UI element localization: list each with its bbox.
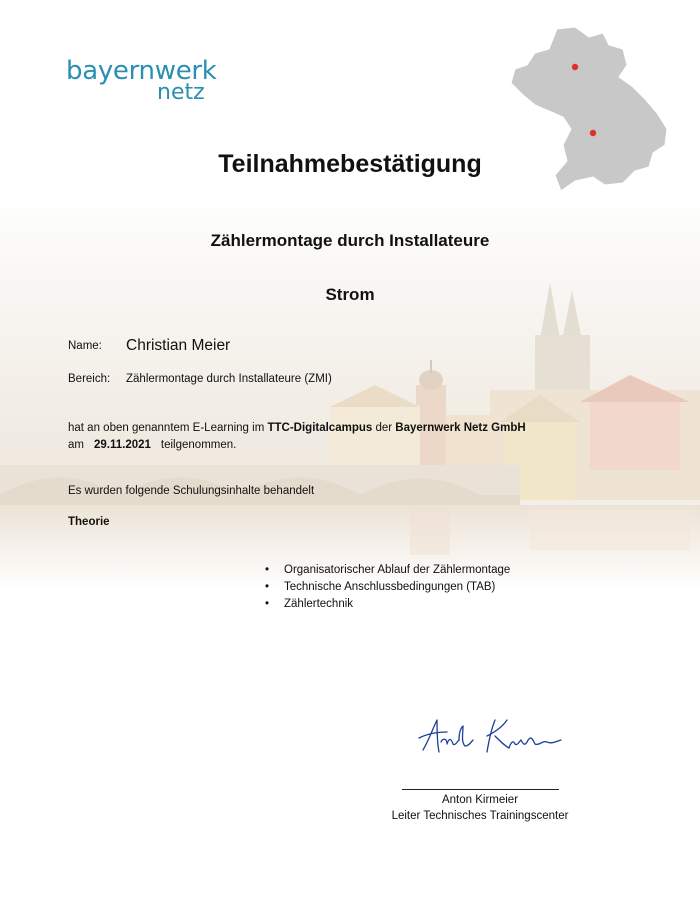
statement-end: teilgenommen. bbox=[160, 439, 237, 451]
list-item: • Organisatorischer Ablauf der Zählermontage bbox=[265, 562, 510, 579]
list-item: • Technische Anschlussbedingungen (TAB) bbox=[265, 579, 510, 596]
signature-line bbox=[402, 789, 559, 790]
area-value: Zählermontage durch Installateure (ZMI) bbox=[126, 373, 332, 385]
signer-name: Anton Kirmeier bbox=[441, 794, 519, 806]
logo-line-2: netz bbox=[157, 80, 205, 105]
course-medium: Strom bbox=[325, 285, 375, 304]
course-title: Zählermontage durch Installateure bbox=[210, 231, 490, 250]
logo-line-1: bayernwerk bbox=[66, 56, 217, 86]
statement-part-1: hat an oben genanntem E-Learning im bbox=[68, 422, 268, 434]
handwritten-signature bbox=[415, 712, 565, 762]
signer-role: Leiter Technisches Trainingscenter bbox=[391, 810, 569, 822]
area-label: Bereich: bbox=[68, 373, 111, 385]
participant-name: Christian Meier bbox=[126, 337, 231, 354]
date-prefix: am bbox=[68, 439, 84, 451]
area-row bbox=[68, 373, 332, 385]
contents-intro: Es wurden folgende Schulungsinhalte behandelt bbox=[68, 485, 315, 497]
list-item: • Zählertechnik bbox=[265, 596, 510, 613]
campus-name: TTC-Digitalcampus bbox=[267, 422, 373, 434]
certificate-title: Teilnahmebestätigung bbox=[218, 150, 482, 178]
section-title: Theorie bbox=[68, 516, 110, 528]
topic-list bbox=[265, 562, 510, 613]
statement bbox=[68, 420, 526, 454]
statement-part-2: der bbox=[372, 422, 396, 434]
company-name: Bayernwerk Netz GmbH bbox=[395, 422, 526, 434]
name-label: Name: bbox=[68, 340, 102, 352]
participation-date: 29.11.2021 bbox=[93, 439, 151, 451]
name-row bbox=[68, 336, 230, 354]
bayernwerk-netz-logo bbox=[66, 58, 217, 104]
